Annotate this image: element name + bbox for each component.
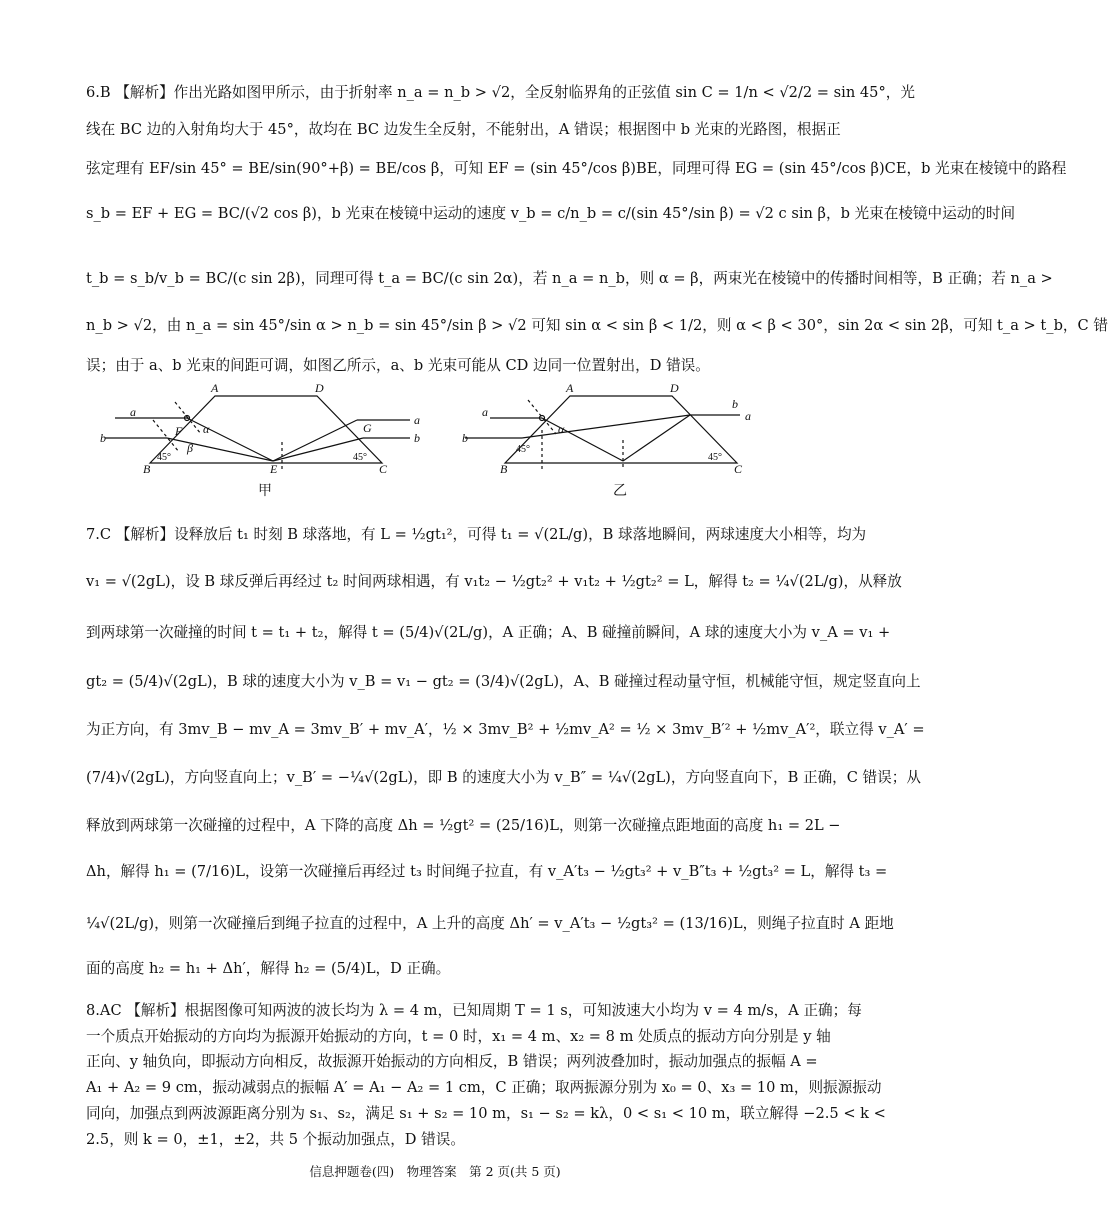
q7-line-10: 面的高度 h₂ = h₁ + Δh′，解得 h₂ = (5/4)L，D 正确。 (86, 960, 451, 977)
q7-line-2: v₁ = √(2gL)，设 B 球反弹后再经过 t₂ 时间两球相遇，有 v₁t₂ − ½gt₂² + v₁t₂ + ½gt₂² = L，解得 t₂ = ¼√(2L/g)，从释放 (86, 573, 902, 590)
q7-line-6: (7/4)√(2gL)，方向竖直向上；v_B′ = −¼√(2gL)，即 B 的速度大小为 v_B″ = ¼√(2gL)，方向竖直向下，B 正确，C 错误；从 (86, 769, 921, 786)
q7-line-8: Δh，解得 h₁ = (7/16)L，设第一次碰撞后再经过 t₃ 时间绳子拉直，有 v_A′t₃ − ½gt₃² + v_B″t₃ + ½gt₃² = L，解得 t₃ = (86, 863, 888, 880)
label-C-yi: C (734, 462, 743, 476)
label-a-out-yi: a (745, 409, 751, 423)
label-angle-C-yi: 45° (708, 452, 722, 463)
label-b-out-jia: b (414, 431, 420, 445)
label-alpha-jia: α (203, 422, 210, 436)
label-D-yi: D (670, 381, 679, 395)
label-a-in-jia: a (130, 405, 136, 419)
label-F-jia: F (175, 424, 183, 438)
label-G-jia: G (363, 421, 372, 435)
label-angle-B-jia: 45° (157, 452, 171, 463)
prism-outline-yi (505, 396, 737, 463)
label-E-jia: E (270, 462, 278, 476)
q6-line-5: t_b = s_b/v_b = BC/(c sin 2β)，同理可得 t_a = BC/(c sin 2α)，若 n_a = n_b，则 α = β，两束光在棱镜中的传播时间相等，B 正确；若 n_a > (86, 270, 1053, 287)
label-C-jia: C (379, 462, 388, 476)
prism-diagram-yi (460, 380, 760, 475)
q8-line-2: 一个质点开始振动的方向均为振源开始振动的方向，t = 0 时，x₁ = 4 m、x₂ = 8 m 处质点的振动方向分别是 y 轴 (86, 1028, 831, 1045)
q7-line-1: 7.C 【解析】设释放后 t₁ 时刻 B 球落地，有 L = ½gt₁²，可得 t₁ = √(2L/g)，B 球落地瞬间，两球速度大小相等，均为 (86, 526, 867, 543)
figure-jia (95, 380, 430, 479)
prism-diagram-jia (95, 380, 430, 475)
q6-line-3: 弦定理有 EF/sin 45° = BE/sin(90°+β) = BE/cos β，可知 EF = (sin 45°/cos β)BE，同理可得 EG = (sin 45°/cos β)CE，b 光束在棱镜中的路程 (86, 160, 1067, 177)
label-angle-B-yi: 45° (516, 444, 530, 455)
label-a-out-jia: a (414, 413, 420, 427)
q6-line-7: 误；由于 a、b 光束的间距可调，如图乙所示，a、b 光束可能从 CD 边同一位置射出，D 错误。 (86, 357, 710, 374)
label-b-in-yi: b (462, 431, 468, 445)
q8-line-5: 同向，加强点到两波源距离分别为 s₁、s₂，满足 s₁ + s₂ = 10 m，s₁ − s₂ = kλ，0 < s₁ < 10 m，联立解得 −2.5 < k < (86, 1105, 886, 1122)
q8-line-1: 8.AC 【解析】根据图像可知两波的波长均为 λ = 4 m，已知周期 T = 1 s，可知波速大小均为 v = 4 m/s，A 正确；每 (86, 1002, 862, 1019)
q8-line-4: A₁ + A₂ = 9 cm，振动减弱点的振幅 A′ = A₁ − A₂ = 1 cm，C 正确；取两振源分别为 x₀ = 0、x₃ = 10 m，则振源振动 (86, 1079, 882, 1096)
label-a-in-yi: a (482, 405, 488, 419)
label-b-in-jia: b (100, 431, 106, 445)
q7-line-3: 到两球第一次碰撞的时间 t = t₁ + t₂，解得 t = (5/4)√(2L/g)，A 正确；A、B 碰撞前瞬间，A 球的速度大小为 v_A = v₁ + (86, 624, 891, 641)
q6-line-6: n_b > √2，由 n_a = sin 45°/sin α > n_b = sin 45°/sin β > √2 可知 sin α < sin β < 1/2，则 α < β < 30°，sin 2α < sin 2β，可知 t_a > t_b，C 错 (86, 317, 1108, 334)
q7-line-5: 为正方向，有 3mv_B − mv_A = 3mv_B′ + mv_A′，½ × 3mv_B² + ½mv_A² = ½ × 3mv_B′² + ½mv_A′²，联立得 v_A′ = (86, 721, 925, 738)
label-B-yi: B (500, 462, 508, 476)
q7-line-9: ¼√(2L/g)，则第一次碰撞后到绳子拉直的过程中，A 上升的高度 Δh′ = v_A′t₃ − ½gt₃² = (13/16)L，则绳子拉直时 A 距地 (86, 915, 894, 932)
figure-yi (460, 380, 760, 479)
label-b-out-yi: b (732, 397, 738, 411)
label-angle-C-jia: 45° (353, 452, 367, 463)
q8-line-3: 正向、y 轴负向，即振动方向相反，故振源开始振动的方向相反，B 错误；两列波叠加时，振动加强点的振幅 A = (86, 1053, 818, 1070)
prism-outline-jia (150, 396, 382, 463)
q8-line-6: 2.5，则 k = 0，±1，±2，共 5 个振动加强点，D 错误。 (86, 1131, 465, 1148)
q7-line-4: gt₂ = (5/4)√(2gL)，B 球的速度大小为 v_B = v₁ − gt₂ = (3/4)√(2gL)，A、B 碰撞过程动量守恒，机械能守恒，规定竖直向上 (86, 673, 921, 690)
label-A-yi: A (566, 381, 574, 395)
label-D-jia: D (315, 381, 324, 395)
q6-line-1: 6.B 【解析】作出光路如图甲所示，由于折射率 n_a = n_b > √2，全反射临界角的正弦值 sin C = 1/n < √2/2 = sin 45°，光 (86, 84, 915, 101)
q6-line-4: s_b = EF + EG = BC/(√2 cos β)，b 光束在棱镜中运动的速度 v_b = c/n_b = c/(sin 45°/sin β) = √2 c sin β，b 光束在棱镜中运动的时间 (86, 205, 1016, 222)
q6-line-2: 线在 BC 边的入射角均大于 45°，故均在 BC 边发生全反射，不能射出，A 错误；根据图中 b 光束的光路图，根据正 (86, 121, 841, 138)
label-alpha-yi: α (558, 422, 565, 436)
page-footer: 信息押题卷(四) 物理答案 第 2 页(共 5 页) (309, 1164, 561, 1179)
label-beta-jia: β (187, 441, 193, 455)
q7-line-7: 释放到两球第一次碰撞的过程中，A 下降的高度 Δh = ½gt² = (25/16)L，则第一次碰撞点距地面的高度 h₁ = 2L − (86, 817, 841, 834)
label-A-jia: A (211, 381, 219, 395)
caption-yi: 乙 (613, 483, 627, 499)
label-B-jia: B (143, 462, 151, 476)
caption-jia: 甲 (258, 483, 272, 499)
